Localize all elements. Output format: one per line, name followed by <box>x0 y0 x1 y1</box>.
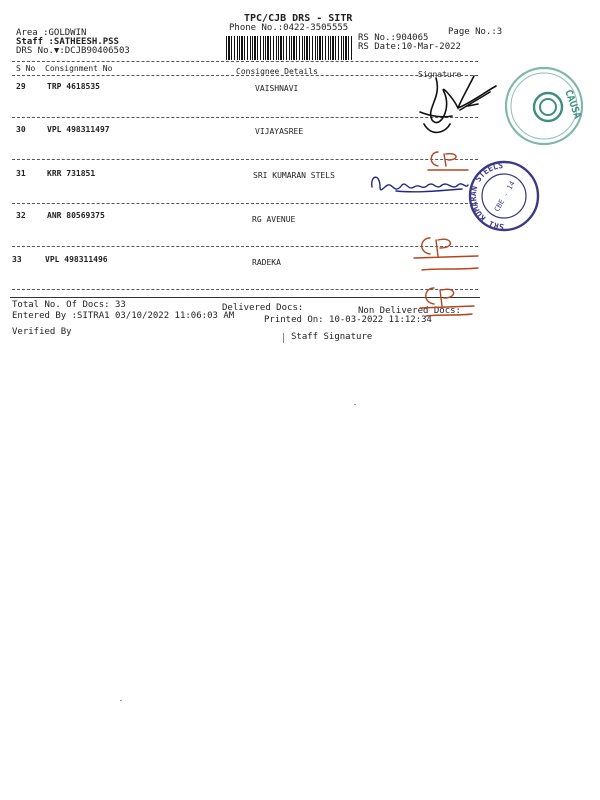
verified-by: Verified By <box>12 327 72 337</box>
round-stamp-purple <box>468 160 540 232</box>
svg-text:SRI KUMARAN STEELS <box>469 161 504 231</box>
staff-label: Staff :SATHEESH.PSS <box>16 37 119 47</box>
printed-on: Printed On: 10-03-2022 11:12:34 <box>264 315 432 325</box>
row-divider <box>12 159 478 160</box>
header-divider <box>12 61 478 62</box>
row-consignee: RADEKA <box>252 258 281 267</box>
document-title: TPC/CJB DRS - SITR <box>244 13 353 24</box>
phone-number: Phone No.:0422-3505555 <box>229 23 349 33</box>
row-consignment: VPL 498311497 <box>47 125 110 134</box>
handwritten-mark <box>416 280 478 320</box>
row-consignment: KRR 731851 <box>47 169 96 178</box>
area-label: Area :GOLDWIN <box>16 28 87 38</box>
non-delivered-docs: Non Delivered Docs: <box>358 306 461 316</box>
col-consignee: Consignee Details <box>236 67 318 76</box>
stamp-inner-text: CBE - 14 <box>492 179 517 214</box>
row-sno: 31 <box>16 169 26 178</box>
col-consignment: Consignment No <box>45 64 113 73</box>
total-docs: Total No. Of Docs: 33 <box>12 300 126 310</box>
handwritten-mark <box>408 228 482 276</box>
row-sno: 29 <box>16 82 26 91</box>
delivered-docs: Delivered Docs: <box>222 303 304 313</box>
row-consignee: RG AVENUE <box>252 215 296 224</box>
signature-separator <box>283 333 284 343</box>
handwritten-mark <box>424 148 470 172</box>
round-stamp-teal <box>503 65 585 147</box>
scan-speck <box>120 700 122 701</box>
rs-date: RS Date:10-Mar-2022 <box>358 42 461 52</box>
row-consignment: TRP 4618535 <box>47 82 100 91</box>
stamp-text: CAUSA <box>562 88 583 121</box>
row-consignee: VAISHNAVI <box>255 84 299 93</box>
col-signature: Signature <box>418 70 462 79</box>
row-consignment: ANR 80569375 <box>47 211 105 220</box>
page-number: Page No.:3 <box>448 27 503 37</box>
col-sno: S No <box>16 64 36 73</box>
row-consignee: SRI KUMARAN STELS <box>253 171 335 180</box>
rs-number: RS No.:904065 <box>358 33 429 43</box>
row-consignment: VPL 498311496 <box>45 255 108 264</box>
row-divider <box>12 289 478 290</box>
barcode <box>226 36 354 60</box>
signature-row-29 <box>412 68 504 142</box>
staff-signature: Staff Signature <box>291 332 373 342</box>
drs-number: DRS No.▼:DCJB90406503 <box>16 46 130 56</box>
row-sno: 32 <box>16 211 26 220</box>
scan-speck <box>354 404 356 405</box>
footer-divider <box>10 297 480 298</box>
row-sno: 30 <box>16 125 26 134</box>
column-divider <box>12 75 478 76</box>
entered-by: Entered By :SITRA1 03/10/2022 11:06:03 AM <box>12 311 235 321</box>
row-sno: 33 <box>12 255 22 264</box>
row-divider <box>12 117 478 118</box>
row-consignee: VIJAYASREE <box>255 127 304 136</box>
stamp-ring-text: SRI KUMARAN STEELS <box>468 160 505 232</box>
